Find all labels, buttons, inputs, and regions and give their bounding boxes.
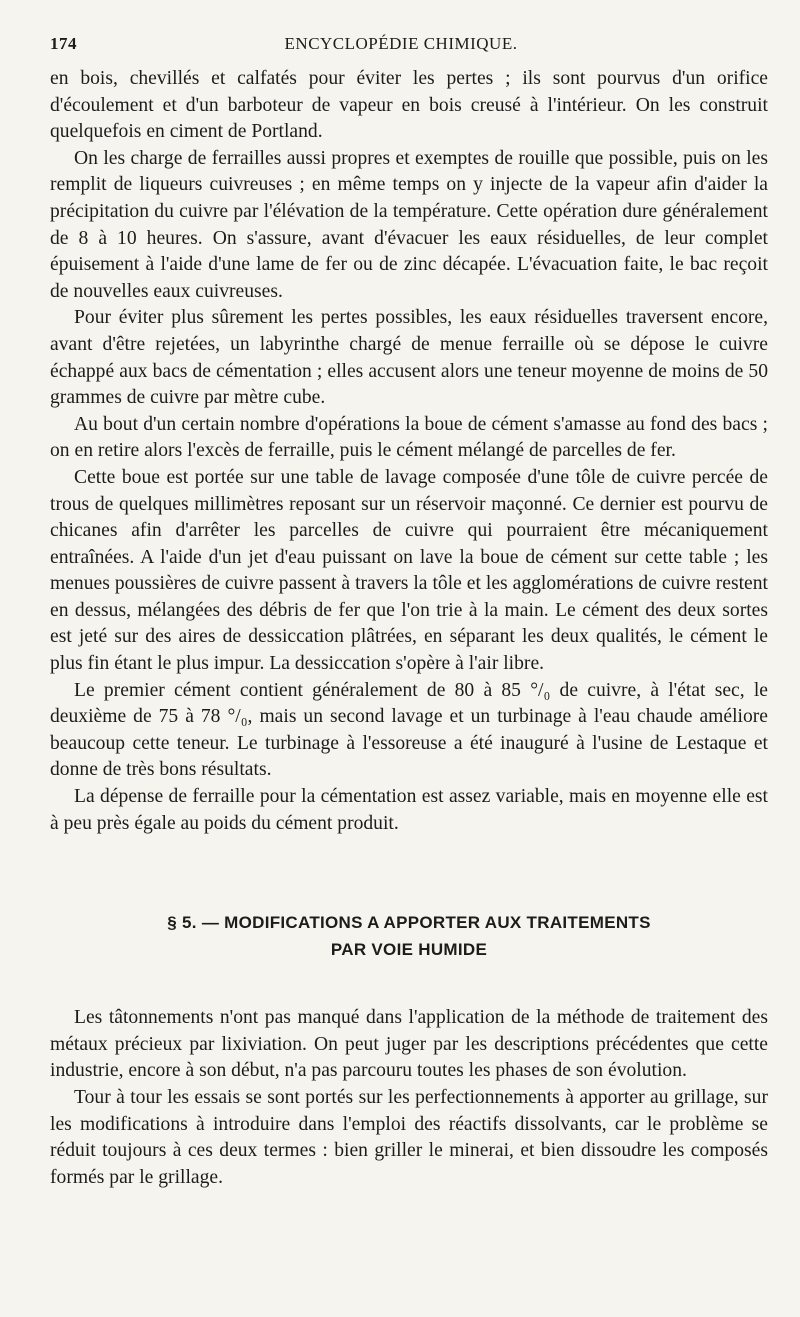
paragraph: Le premier cément contient généralement de 80 à 85 °/₀ de cuivre, à l'état sec, le deuxième de 75 à 78 °/₀, mais un second lavage et un turbinage à l'eau chaude améliore beaucoup cette teneur. Le turbinage à l'essoreuse a été inauguré à l'usine de Lestaque et donne de très bons résultats. [50,679,768,781]
paragraph: Tour à tour les essais se sont portés sur les perfectionnements à apporter au grillage, sur les modifications à introduire dans l'emploi des réactifs dissolvants, car le problème se réduit toujours à ces deux termes : bien griller le minerai, et bien dissoudre les composés formés par le grillage. [50,1087,768,1188]
page-number: 174 [50,34,77,53]
paragraph: On les charge de ferrailles aussi propres et exemptes de rouille que possible, puis on les remplit de liqueurs cuivreuses ; en même temps on y injecte de la vapeur afin d'aider la précipitation du cuivre par l'élévation de la température. Cette opération dure généralement de 8 à 10 heures. On s'assure, avant d'évacuer les eaux résiduelles, de leur complet épuisement à l'aide d'une lame de fer ou de zinc décapée. L'évacuation faite, le bac reçoit de nouvelles eaux cuivreuses. [50,147,768,302]
section-heading-line1: § 5. — MODIFICATIONS A APPORTER AUX TRAITEMENTS [167,913,651,933]
paragraph: en bois, chevillés et calfatés pour éviter les pertes ; ils sont pourvus d'un orifice d'écoulement et d'un barboteur de vapeur en bois creusé à l'intérieur. On les construit quelquefois en ciment de Portland. [50,68,768,143]
section-heading-line2: PAR VOIE HUMIDE [330,940,488,960]
paragraph: Au bout d'un certain nombre d'opérations la boue de cément s'amasse au fond des bacs ; on en retire alors l'excès de ferraille, puis le cément mélangé de parcelles de fer. [50,413,768,462]
page-header [50,34,752,60]
paragraph: Les tâtonnements n'ont pas manqué dans l'application de la méthode de traitement des métaux précieux par lixiviation. On peut juger par les descriptions précédentes que cette industrie, encore à son début, n'a pas parcouru toutes les phases de son évolution. [50,1007,768,1082]
running-title: ENCYCLOPÉDIE CHIMIQUE. [284,34,518,53]
page-body [50,66,768,1191]
paragraph: Cette boue est portée sur une table de lavage composée d'une tôle de cuivre percée de trous de quelques millimètres reposant sur un réservoir maçonné. Ce dernier est pourvu de chicanes afin d'arrêter les parcelles de cuivre qui pourraient être mécaniquement entraînées. A l'aide d'un jet d'eau puissant on lave la boue de cément sur cette table ; les menues poussières de cuivre passent à travers la tôle et les agglomérations de cuivre restent en dessus, mélangées des débris de fer que l'on trie à la main. Le cément des deux sortes est jeté sur des aires de dessiccation plâtrées, en séparant les deux qualités, le cément le plus fin étant le plus impur. La dessiccation s'opère à l'air libre. [50,466,768,675]
paragraph: La dépense de ferraille pour la cémentation est assez variable, mais en moyenne elle est à peu près égale au poids du cément produit. [50,786,768,834]
paragraph: Pour éviter plus sûrement les pertes possibles, les eaux résiduelles traversent encore, avant d'être rejetées, un labyrinthe chargé de menue ferraille où se dépose le cuivre échappé aux bacs de cémentation ; elles accusent alors une teneur moyenne de moins de 50 grammes de cuivre par mètre cube. [50,307,768,409]
section-heading [50,909,768,963]
